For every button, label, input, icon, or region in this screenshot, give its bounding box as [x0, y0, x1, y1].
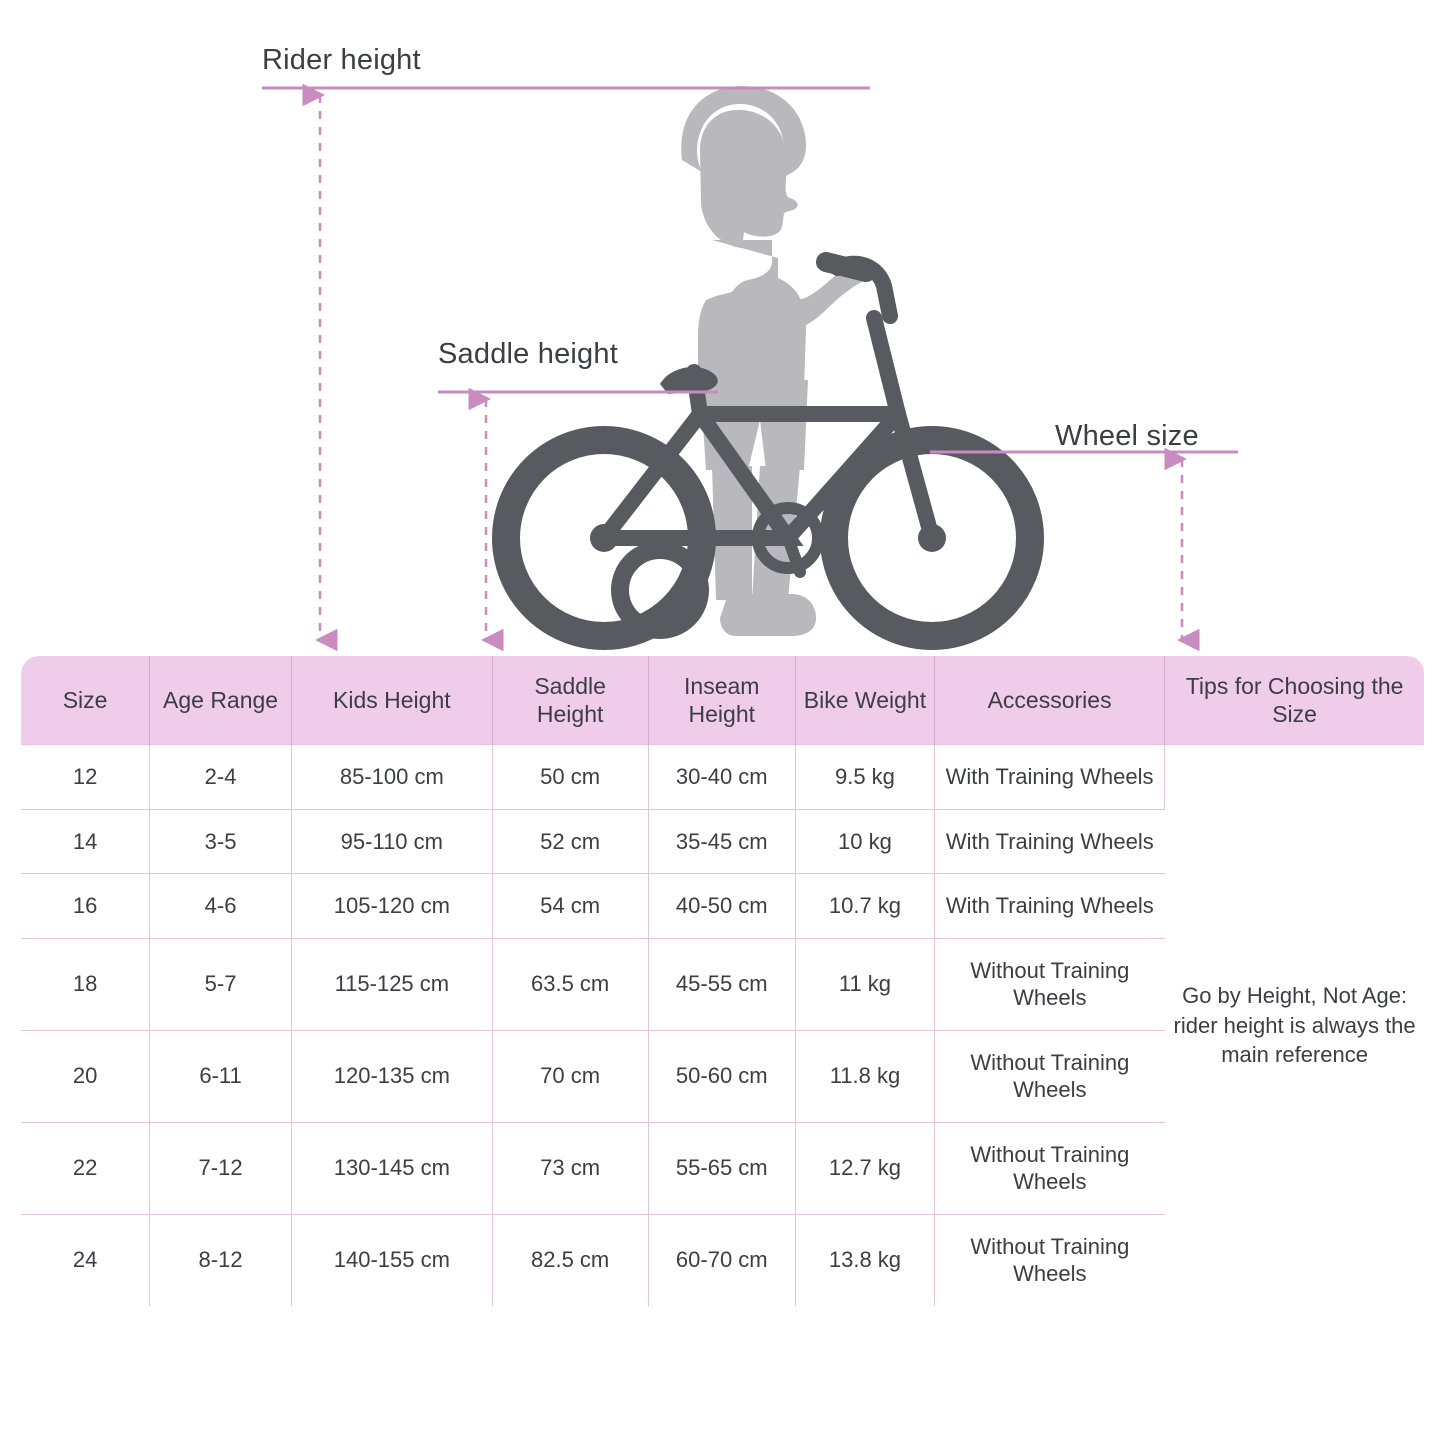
cell-accessories: With Training Wheels [934, 874, 1164, 939]
bike-size-illustration [0, 0, 1445, 660]
cell-bike-weight: 10 kg [795, 809, 934, 874]
column-header-size: Size [21, 656, 150, 745]
cell-age-range: 4-6 [150, 874, 292, 939]
column-header-age-range: Age Range [150, 656, 292, 745]
cell-saddle-height: 63.5 cm [492, 938, 648, 1030]
cell-bike-weight: 11 kg [795, 938, 934, 1030]
rider-height-label: Rider height [262, 44, 421, 76]
bike-rider-graphic [0, 0, 1445, 660]
table-header-row [21, 656, 1425, 745]
cell-accessories: Without Training Wheels [934, 1214, 1164, 1306]
cell-kids-height: 105-120 cm [291, 874, 492, 939]
cell-bike-weight: 13.8 kg [795, 1214, 934, 1306]
cell-age-range: 8-12 [150, 1214, 292, 1306]
cell-size: 14 [21, 809, 150, 874]
cell-size: 16 [21, 874, 150, 939]
column-header-bike-weight: Bike Weight [795, 656, 934, 745]
cell-bike-weight: 10.7 kg [795, 874, 934, 939]
column-header-inseam-height: Inseam Height [648, 656, 795, 745]
cell-saddle-height: 52 cm [492, 809, 648, 874]
cell-bike-weight: 9.5 kg [795, 745, 934, 810]
cell-kids-height: 120-135 cm [291, 1030, 492, 1122]
cell-saddle-height: 73 cm [492, 1122, 648, 1214]
cell-inseam-height: 45-55 cm [648, 938, 795, 1030]
wheel-size-label: Wheel size [1055, 420, 1199, 452]
cell-size: 22 [21, 1122, 150, 1214]
cell-inseam-height: 50-60 cm [648, 1030, 795, 1122]
cell-accessories: With Training Wheels [934, 745, 1164, 810]
cell-age-range: 2-4 [150, 745, 292, 810]
cell-age-range: 3-5 [150, 809, 292, 874]
column-header-kids-height: Kids Height [291, 656, 492, 745]
cell-inseam-height: 30-40 cm [648, 745, 795, 810]
size-chart-table [20, 655, 1425, 1307]
cell-size: 20 [21, 1030, 150, 1122]
table-row [21, 745, 1425, 810]
cell-inseam-height: 40-50 cm [648, 874, 795, 939]
cell-saddle-height: 50 cm [492, 745, 648, 810]
saddle-height-label: Saddle height [438, 338, 618, 370]
cell-saddle-height: 82.5 cm [492, 1214, 648, 1306]
cell-accessories: Without Training Wheels [934, 938, 1164, 1030]
cell-accessories: Without Training Wheels [934, 1122, 1164, 1214]
cell-kids-height: 115-125 cm [291, 938, 492, 1030]
cell-saddle-height: 70 cm [492, 1030, 648, 1122]
cell-size: 18 [21, 938, 150, 1030]
cell-inseam-height: 35-45 cm [648, 809, 795, 874]
cell-inseam-height: 60-70 cm [648, 1214, 795, 1306]
cell-age-range: 5-7 [150, 938, 292, 1030]
cell-accessories: Without Training Wheels [934, 1030, 1164, 1122]
column-header-saddle-height: Saddle Height [492, 656, 648, 745]
cell-age-range: 6-11 [150, 1030, 292, 1122]
cell-bike-weight: 12.7 kg [795, 1122, 934, 1214]
cell-kids-height: 130-145 cm [291, 1122, 492, 1214]
cell-bike-weight: 11.8 kg [795, 1030, 934, 1122]
cell-kids-height: 140-155 cm [291, 1214, 492, 1306]
column-header-accessories: Accessories [934, 656, 1164, 745]
column-header-tips: Tips for Choosing the Size [1165, 656, 1425, 745]
cell-inseam-height: 55-65 cm [648, 1122, 795, 1214]
cell-saddle-height: 54 cm [492, 874, 648, 939]
cell-kids-height: 95-110 cm [291, 809, 492, 874]
cell-size: 24 [21, 1214, 150, 1306]
cell-accessories: With Training Wheels [934, 809, 1164, 874]
cell-tips: Go by Height, Not Age: rider height is always the main reference [1165, 745, 1425, 1307]
cell-age-range: 7-12 [150, 1122, 292, 1214]
size-chart-table-container [20, 655, 1425, 1307]
cell-kids-height: 85-100 cm [291, 745, 492, 810]
cell-size: 12 [21, 745, 150, 810]
